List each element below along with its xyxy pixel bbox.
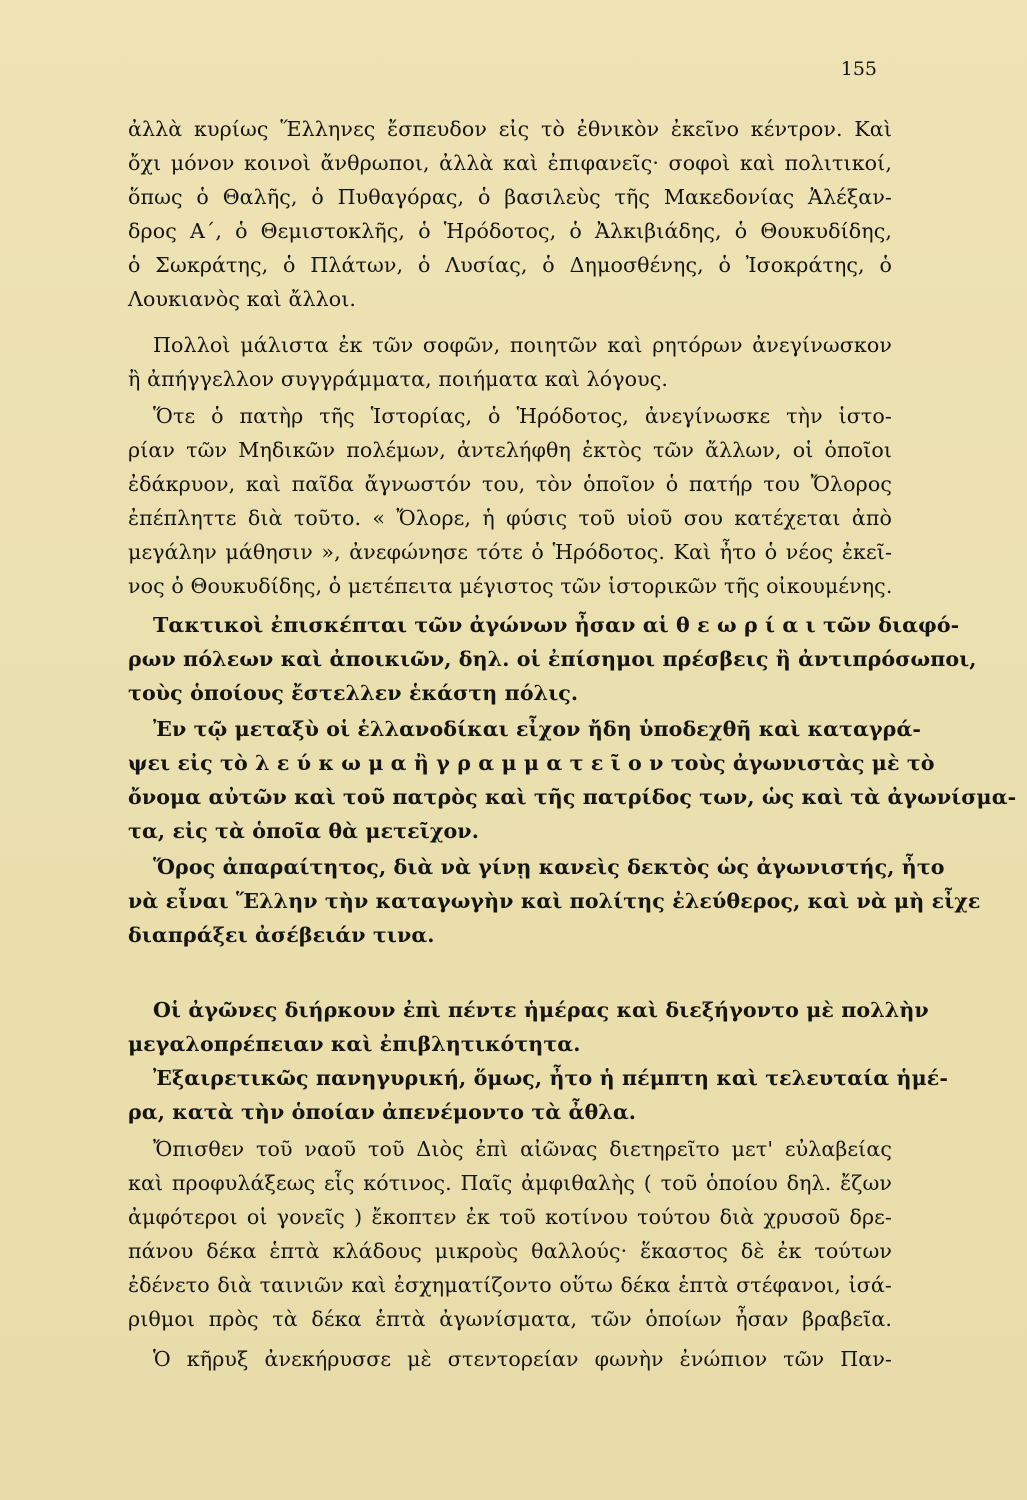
paragraph-7 [128, 993, 929, 1061]
text-line: διαπράξει ἀσέβειάν τινα. [128, 923, 435, 947]
text-line: Ὁ κῆρυξ ἀνεκήρυσσε μὲ στεντορείαν φωνὴν ἐνώπιον τῶν Παν- [153, 1347, 892, 1371]
text-line: Ὄπισθεν τοῦ ναοῦ τοῦ Διὸς ἐπὶ αἰῶνας διετηρεῖτο μετ' εὐλαβείας [153, 1137, 892, 1161]
text-line: ἐδένετο διὰ ταινιῶν καὶ ἐσχηματίζοντο οὕτω δέκα ἑπτὰ στέφανοι, ἰσά- [128, 1273, 892, 1297]
paragraph-9 [128, 1132, 892, 1336]
text-line: ἐπέπληττε διὰ τοῦτο. « Ὄλορε, ἡ φύσις τοῦ υἱοῦ σου κατέχεται ἀπὸ [128, 506, 892, 530]
text-line: τα, εἰς τὰ ὁποῖα θὰ μετεῖχον. [128, 819, 479, 843]
paragraph-1 [128, 112, 892, 316]
paragraph-2 [128, 328, 892, 396]
text-line: Τακτικοὶ ἐπισκέπται τῶν ἀγώνων ἦσαν αἱ θ ε ω ρ ί α ι τῶν διαφό- [153, 613, 960, 637]
text-line: ρίαν τῶν Μηδικῶν πολέμων, ἀντελήφθη ἐκτὸς τῶν ἄλλων, οἱ ὁποῖοι [128, 438, 892, 462]
text-line: μεγάλην μάθησιν », ἀνεφώνησε τότε ὁ Ἡρόδοτος. Καὶ ἦτο ὁ νέος ἐκεῖ- [128, 540, 892, 564]
paragraph-3 [128, 399, 892, 603]
page-number: 155 [840, 58, 877, 80]
text-line: Ἐξαιρετικῶς πανηγυρική, ὅμως, ἦτο ἡ πέμπτη καὶ τελευταία ἡμέ- [153, 1066, 949, 1090]
text-line: Οἱ ἀγῶνες διήρκουν ἐπὶ πέντε ἡμέρας καὶ διεξήγοντο μὲ πολλὴν [153, 998, 929, 1022]
text-line: Ὅτε ὁ πατὴρ τῆς Ἱστορίας, ὁ Ἡρόδοτος, ἀνεγίνωσκε τὴν ἱστο- [153, 404, 892, 428]
paragraph-5 [128, 712, 1017, 848]
text-line: νὰ εἶναι Ἕλλην τὴν καταγωγὴν καὶ πολίτης ἐλεύθερος, καὶ νὰ μὴ εἶχε [128, 889, 981, 913]
text-line: δρος Α΄, ὁ Θεμιστοκλῆς, ὁ Ἡρόδοτος, ὁ Ἀλκιβιάδης, ὁ Θουκυδίδης, [128, 219, 892, 243]
paragraph-4 [128, 608, 977, 710]
text-line: ὄχι μόνον κοινοὶ ἄνθρωποι, ἀλλὰ καὶ ἐπιφανεῖς· σοφοὶ καὶ πολιτικοί, [128, 151, 892, 175]
text-line: ἀμφότεροι οἱ γονεῖς ) ἔκοπτεν ἐκ τοῦ κοτίνου τούτου διὰ χρυσοῦ δρε- [128, 1205, 892, 1229]
text-line: Λουκιανὸς καὶ ἄλλοι. [128, 287, 357, 311]
text-line: τοὺς ὁποίους ἔστελλεν ἑκάστη πόλις. [128, 681, 579, 705]
text-line: καὶ προφυλάξεως εἷς κότινος. Παῖς ἀμφιθαλὴς ( τοῦ ὁποίου δηλ. ἔζων [128, 1171, 892, 1195]
text-line: ριθμοι πρὸς τὰ δέκα ἑπτὰ ἀγωνίσματα, τῶν ὁποίων ἦσαν βραβεῖα. [128, 1307, 892, 1331]
text-line: ρα, κατὰ τὴν ὁποίαν ἀπενέμοντο τὰ ἆθλα. [128, 1100, 637, 1124]
text-line: Ἐν τῷ μεταξὺ οἱ ἑλλανοδίκαι εἶχον ἤδη ὑποδεχθῆ καὶ καταγρά- [153, 717, 922, 741]
text-line: ἢ ἀπήγγελλον συγγράμματα, ποιήματα καὶ λόγους. [128, 367, 669, 391]
text-line: ὁ Σωκράτης, ὁ Πλάτων, ὁ Λυσίας, ὁ Δημοσθένης, ὁ Ἰσοκράτης, ὁ [128, 253, 892, 277]
text-line: ὄνομα αὐτῶν καὶ τοῦ πατρὸς καὶ τῆς πατρίδος των, ὡς καὶ τὰ ἀγωνίσμα- [128, 785, 1017, 809]
text-line: ἀλλὰ κυρίως Ἕλληνες ἔσπευδον εἰς τὸ ἐθνικὸν ἐκεῖνο κέντρον. Καὶ [128, 117, 892, 141]
text-line: νος ὁ Θουκυδίδης, ὁ μετέπειτα μέγιστος τῶν ἱστορικῶν τῆς οἰκουμένης. [128, 574, 893, 598]
text-line: μεγαλοπρέπειαν καὶ ἐπιβλητικότητα. [128, 1032, 581, 1056]
text-line: ὅπως ὁ Θαλῆς, ὁ Πυθαγόρας, ὁ βασιλεὺς τῆς Μακεδονίας Ἀλέξαν- [128, 185, 892, 209]
paragraph-10 [128, 1342, 892, 1376]
text-line: ἐδάκρυον, καὶ παῖδα ἄγνωστόν του, τὸν ὁποῖον ὁ πατήρ του Ὄλορος [128, 472, 892, 496]
text-line: ρων πόλεων καὶ ἀποικιῶν, δηλ. οἱ ἐπίσημοι πρέσβεις ἢ ἀντιπρόσωποι, [128, 647, 977, 671]
text-line: πάνου δέκα ἑπτὰ κλάδους μικροὺς θαλλούς· ἕκαστος δὲ ἐκ τούτων [128, 1239, 892, 1263]
paragraph-6 [128, 850, 981, 952]
paragraph-8 [128, 1061, 949, 1129]
text-line: ψει εἰς τὸ λ ε ύ κ ω μ α ἢ γ ρ α μ μ α τ ε ῖ ο ν τοὺς ἀγωνιστὰς μὲ τὸ [128, 751, 935, 775]
text-line: Ὅρος ἀπαραίτητος, διὰ νὰ γίνῃ κανεὶς δεκτὸς ὡς ἀγωνιστής, ἦτο [153, 855, 945, 879]
text-line: Πολλοὶ μάλιστα ἐκ τῶν σοφῶν, ποιητῶν καὶ ρητόρων ἀνεγίνωσκον [153, 333, 892, 357]
